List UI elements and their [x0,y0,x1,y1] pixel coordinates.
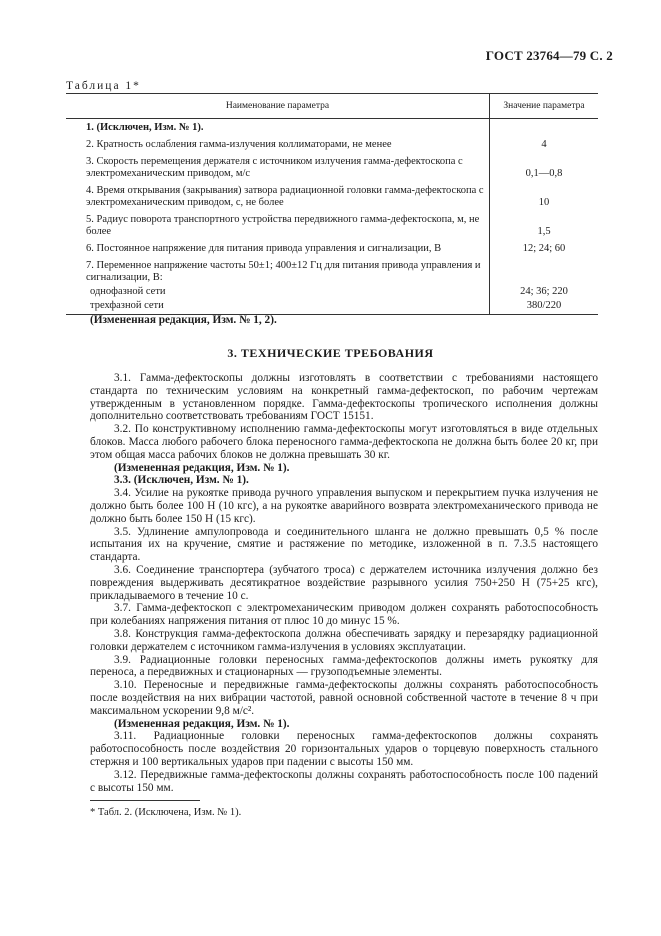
parameter-value: 1,5 [537,226,551,237]
parameter-subname: однофазной сети [66,286,490,300]
paragraph: 3.8. Конструкция гамма-дефектоскопа должна обеспечивать зарядку и перезарядку радиационной головки держателем с источником гамма-излучения в условиях эксплуатации. [90,627,598,653]
parameter-name: 3. Скорость перемещения держателя с источником излучения гамма-дефектоскопа с электромеханическим приводом, м/с [66,153,490,182]
paragraph: 3.1. Гамма-дефектоскопы должны изготовлять в соответствии с требованиями настоящего стандарта по техническим условиям на конкретный гамма-дефектоскоп, по рабочим чертежам утвержденным в установленном порядке. Гамма-дефектоскопы тропического исполнения должны дополнительно соответствовать требованиям ГОСТ 15151. [90,372,598,423]
parameter-value: 10 [538,197,550,208]
table-row [66,211,598,240]
parameter-name: 1. (Исключен, Изм. № 1). [66,119,490,137]
parameter-name: 6. Постоянное напряжение для питания привода управления и сигнализации, В [66,240,490,257]
parameter-name: 4. Время открывания (закрывания) затвора радиационной головки гамма-дефектоскопа с электромеханическим приводом, с, не более [66,182,490,211]
amendment-note: (Измененная редакция, Изм. № 1). [114,717,290,730]
footnote: * Табл. 2. (Исключена, Изм. № 1). [90,807,242,818]
amendment-note: 3.3. (Исключен, Изм. № 1). [114,474,249,487]
page-header: ГОСТ 23764—79 С. 2 [485,48,613,63]
table-row [66,153,598,182]
footnote-divider [90,800,200,801]
paragraph: 3.9. Радиационные головки переносных гамма-дефектоскопов должны иметь рукоятку для переноса, а передвижных и стационарных — грузоподъемные элементы. [90,653,598,679]
table-row [66,182,598,211]
paragraph: 3.5. Удлинение ампулопровода и соединительного шланга не должно превышать 0,5 % после испытания их на кручение, смятие и растяжение по методике, изложенной в п. 7.3.5 настоящего стандарта. [90,525,598,564]
paragraph: 3.2. По конструктивному исполнению гамма-дефектоскопы могут изготовляться в виде отдельных блоков. Масса любого рабочего блока переносного гамма-дефектоскопа не должна быть более 20 кг, при этом общая масса рабочих блоков не должна превышать 30 кг. [90,423,598,461]
paragraph: 3.11. Радиационные головки переносных гамма-дефектоскопов должны сохранять работоспособность после воздействия 20 горизонтальных ударов о торцевую поверхность стального стержня и 100 вертикальных ударов при падении с высоты 150 мм. [90,730,598,768]
parameter-value [490,119,599,137]
column-header-name: Наименование параметра [66,94,490,119]
parameter-value [490,257,599,286]
table-row [66,257,598,286]
table-caption: Таблица 1* [66,80,141,92]
section-title: 3. ТЕХНИЧЕСКИЕ ТРЕБОВАНИЯ [227,346,434,360]
parameter-value: 4 [541,139,547,150]
table-row [66,136,598,153]
parameter-subvalue: 380/220 [490,300,599,315]
paragraph: 3.10. Переносные и передвижные гамма-дефектоскопы должны сохранять работоспособность после воздействия на них вибрации частотой, равной основной собственной частоте в течение 8 ч при максимальном ускорении 9,8 м/с². [90,679,598,717]
column-header-value: Значение параметра [490,94,599,119]
paragraph: 3.6. Соединение транспортера (зубчатого троса) с держателем источника излучения должно без повреждения выдерживать десятикратное воздействие разрывного усилия 750+250 Н (75+25 кгс), прикладываемого в течение 10 с. [90,563,598,602]
table-note: (Измененная редакция, Изм. № 1, 2). [90,314,277,326]
parameters-table [66,93,598,315]
paragraph: 3.4. Усилие на рукоятке привода ручного управления выпуском и перекрытием пучка излучения не должно быть более 100 Н (10 кгс), а на рукоятке аварийного возврата электромеханического привода не должно быть более 150 Н (15 кгс). [90,487,598,525]
parameter-value: 0,1—0,8 [525,168,563,179]
table-sub-row [66,300,598,315]
paragraph: 3.7. Гамма-дефектоскоп с электромеханическим приводом должен сохранять работоспособность при колебаниях напряжения питания от плюс 10 до минус 15 %. [90,602,598,628]
amendment-note: (Измененная редакция, Изм. № 1). [114,461,290,474]
parameter-value: 12; 24; 60 [522,243,566,254]
parameter-subname: трехфазной сети [66,300,490,315]
parameter-name: 7. Переменное напряжение частоты 50±1; 400±12 Гц для питания привода управления и сигнализации, В: [66,257,490,286]
table-sub-row [66,286,598,300]
parameter-name: 5. Радиус поворота транспортного устройства передвижного гамма-дефектоскопа, м, не более [66,211,490,240]
paragraph: 3.12. Передвижные гамма-дефектоскопы должны сохранять работоспособность после 100 падений с высоты 150 мм. [90,768,598,794]
parameter-name: 2. Кратность ослабления гамма-излучения коллиматорами, не менее [66,136,490,153]
table-row [66,240,598,257]
parameter-subvalue: 24; 36; 220 [520,286,568,297]
section-text [90,372,598,794]
table-row [66,119,598,137]
